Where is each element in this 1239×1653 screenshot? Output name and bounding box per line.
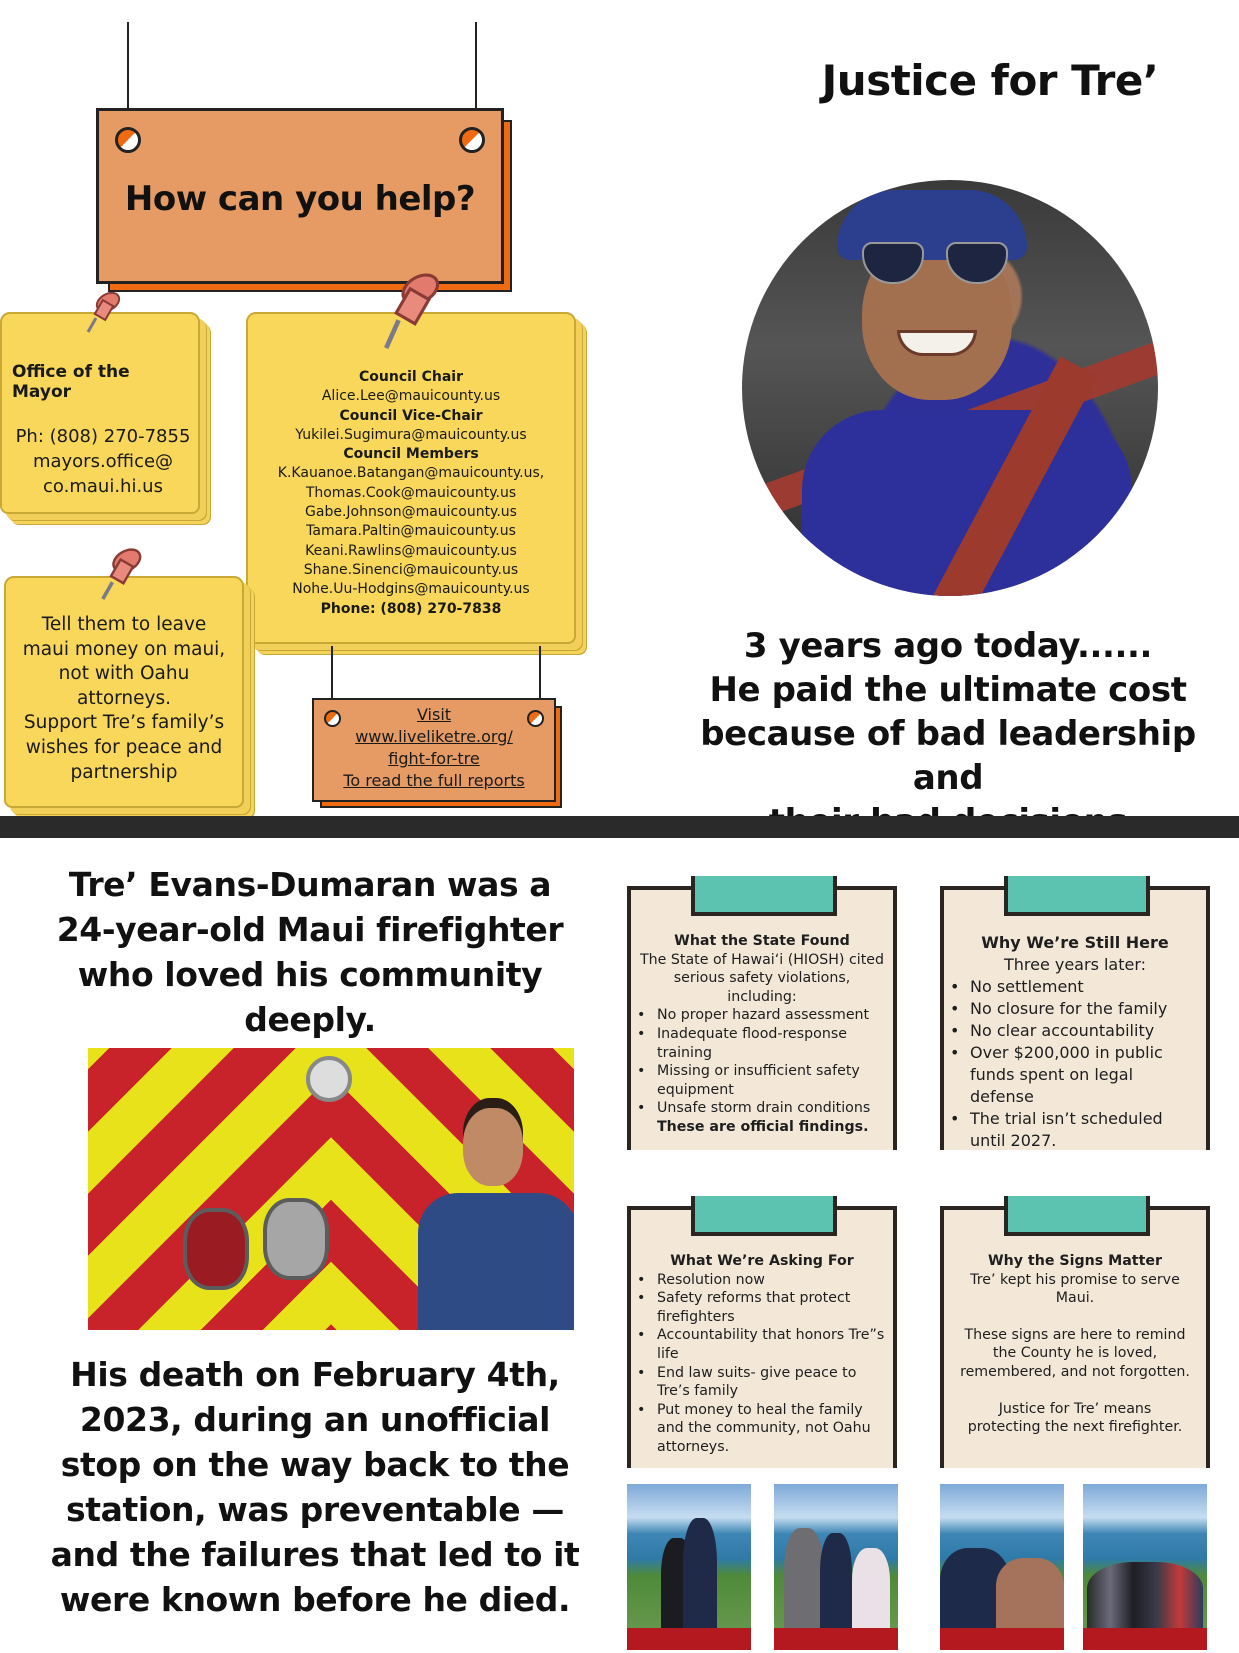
advocacy-note bbox=[4, 576, 244, 808]
ring-icon bbox=[115, 127, 141, 153]
clipboard-title: What We’re Asking For bbox=[670, 1253, 854, 1269]
bio-line: deeply. bbox=[244, 1000, 376, 1039]
clipboard-clip bbox=[691, 876, 837, 916]
council-email[interactable]: Yukilei.Sugimura@mauicounty.us bbox=[295, 426, 527, 443]
advocacy-line: wishes for peace and bbox=[25, 736, 223, 758]
section-divider bbox=[0, 816, 1239, 838]
death-statement bbox=[40, 1352, 590, 1622]
ring-icon bbox=[527, 710, 544, 727]
firefighter-photo bbox=[88, 1048, 574, 1330]
advocacy-line: attorneys. bbox=[76, 687, 172, 709]
status-item: • No settlement bbox=[950, 976, 1200, 998]
clipboard-title: Why the Signs Matter bbox=[988, 1253, 1162, 1269]
memorial-line: because of bad leadership and bbox=[700, 714, 1196, 798]
bio-line: Tre’ Evans-Dumaran was a bbox=[68, 865, 552, 904]
push-pin-icon bbox=[380, 270, 442, 358]
gauge bbox=[306, 1056, 352, 1102]
request-item: • Safety reforms that protect firefighters bbox=[637, 1289, 887, 1326]
bio-line: 24-year-old Maui firefighter bbox=[56, 910, 564, 949]
council-email[interactable]: Thomas.Cook@mauicounty.us bbox=[305, 484, 517, 501]
council-phone: Phone: (808) 270-7838 bbox=[320, 600, 502, 617]
photo-band bbox=[774, 1628, 898, 1650]
clipboard-title: Why We’re Still Here bbox=[981, 933, 1169, 952]
visit-label: Visit bbox=[416, 705, 452, 724]
advocacy-line: maui money on maui, bbox=[22, 638, 226, 660]
photo-band bbox=[1083, 1628, 1207, 1650]
memorial-line: He paid the ultimate cost bbox=[709, 670, 1187, 710]
mayor-email-part[interactable]: mayors.office@ bbox=[32, 451, 174, 472]
death-line: and the failures that led to it bbox=[50, 1535, 580, 1574]
ring-icon bbox=[324, 710, 341, 727]
family-photo bbox=[774, 1484, 898, 1650]
firefighter-figure bbox=[418, 1108, 574, 1330]
clipboard-state-found bbox=[627, 886, 897, 1150]
council-email[interactable]: Gabe.Johnson@mauicounty.us bbox=[305, 504, 517, 521]
help-heading: How can you help? bbox=[124, 179, 476, 219]
advocacy-line: not with Oahu bbox=[58, 663, 190, 685]
hose-valve bbox=[183, 1208, 249, 1290]
clipboard-intro: The State of Hawai‘i (HIOSH) cited serious safety violations, including: bbox=[639, 951, 885, 1005]
finding-item: • Unsafe storm drain conditions bbox=[637, 1099, 887, 1118]
push-pin-icon bbox=[84, 288, 124, 336]
death-line: His death on February 4th, bbox=[70, 1355, 560, 1394]
advocacy-line: Support Tre’s family’s bbox=[23, 712, 225, 734]
request-item: • Put money to heal the family and the community, not Oahu attorneys. bbox=[637, 1401, 887, 1457]
mayor-phone: Ph: (808) 270-7855 bbox=[15, 426, 191, 447]
portrait-sunglasses bbox=[862, 242, 1012, 286]
request-item: • Accountability that honors Tre”s life bbox=[637, 1326, 887, 1363]
council-email[interactable]: Tamara.Paltin@mauicounty.us bbox=[306, 523, 516, 540]
photo-band bbox=[940, 1628, 1064, 1650]
finding-item: • Inadequate flood-response training bbox=[637, 1025, 887, 1062]
clipboard-still-here bbox=[940, 886, 1210, 1150]
council-email[interactable]: Alice.Lee@mauicounty.us bbox=[321, 388, 501, 405]
mayor-contact-note bbox=[0, 312, 200, 514]
push-pin-icon bbox=[98, 546, 146, 604]
council-email[interactable]: K.Kauanoe.Batangan@mauicounty.us, bbox=[277, 465, 545, 482]
status-item: • The trial isn’t scheduled until 2027. bbox=[950, 1108, 1200, 1152]
portrait-photo bbox=[742, 180, 1158, 596]
ring-icon bbox=[459, 127, 485, 153]
request-item: • Resolution now bbox=[637, 1271, 887, 1290]
clipboard-footer: These are official findings. bbox=[657, 1118, 869, 1135]
bio-line: who loved his community bbox=[77, 955, 543, 994]
clipboard-paragraph: These signs are here to remind the County he is loved, remembered, and not forgotten. bbox=[960, 1326, 1190, 1380]
council-members-label: Council Members bbox=[343, 446, 479, 463]
council-email[interactable]: Nohe.Uu-Hodgins@mauicounty.us bbox=[292, 581, 530, 598]
clipboard-signs-matter bbox=[940, 1206, 1210, 1468]
status-item: • No closure for the family bbox=[950, 998, 1200, 1020]
memorial-line: 3 years ago today...... bbox=[743, 626, 1153, 666]
finding-item: • Missing or insufficient safety equipment bbox=[637, 1062, 887, 1099]
death-line: stop on the way back to the bbox=[60, 1445, 570, 1484]
clipboard-paragraph: Justice for Tre’ means protecting the next firefighter. bbox=[967, 1400, 1183, 1436]
council-email[interactable]: Keani.Rawlins@mauicounty.us bbox=[305, 542, 517, 559]
clipboard-intro: Three years later: bbox=[1003, 955, 1147, 974]
help-sign bbox=[96, 108, 504, 284]
finding-item: • No proper hazard assessment bbox=[637, 1006, 887, 1025]
status-item: • No clear accountability bbox=[950, 1020, 1200, 1042]
advocacy-line: Tell them to leave bbox=[41, 614, 207, 635]
clipboard-asking-for bbox=[627, 1206, 897, 1468]
website-link[interactable]: www.liveliketre.org/ bbox=[355, 727, 513, 746]
clipboard-clip bbox=[1004, 1196, 1150, 1236]
website-link[interactable]: fight-for-tre bbox=[388, 749, 480, 768]
visit-website-sign[interactable] bbox=[312, 698, 556, 802]
clipboard-clip bbox=[1004, 876, 1150, 916]
memorial-statement bbox=[678, 624, 1218, 844]
clipboard-title: What the State Found bbox=[674, 933, 850, 949]
status-item: • Over $200,000 in public funds spent on legal defense bbox=[950, 1042, 1200, 1108]
family-photo bbox=[940, 1484, 1064, 1650]
council-vice-chair-label: Council Vice-Chair bbox=[339, 407, 483, 424]
bio-heading bbox=[40, 862, 580, 1042]
council-chair-label: Council Chair bbox=[359, 369, 463, 385]
death-line: 2023, during an unofficial bbox=[79, 1400, 551, 1439]
clipboard-paragraph: Tre’ kept his promise to serve Maui. bbox=[970, 1271, 1180, 1307]
full-reports-link[interactable]: To read the full reports bbox=[343, 771, 525, 790]
hose-valve bbox=[263, 1198, 329, 1280]
mayor-email-part[interactable]: co.maui.hi.us bbox=[43, 476, 163, 497]
death-line: were known before he died. bbox=[59, 1580, 571, 1619]
mayor-note-title: Office of the Mayor bbox=[12, 362, 130, 402]
request-item: • End law suits- give peace to Tre’s family bbox=[637, 1364, 887, 1401]
council-email[interactable]: Shane.Sinenci@mauicounty.us bbox=[303, 561, 519, 578]
council-contact-note bbox=[246, 312, 576, 644]
family-photo bbox=[627, 1484, 751, 1650]
clipboard-clip bbox=[691, 1196, 837, 1236]
photo-band bbox=[627, 1628, 751, 1650]
advocacy-line: partnership bbox=[70, 761, 178, 783]
page-title: Justice for Tre’ bbox=[821, 56, 1159, 105]
death-line: station, was preventable — bbox=[66, 1490, 564, 1529]
family-photo bbox=[1083, 1484, 1207, 1650]
